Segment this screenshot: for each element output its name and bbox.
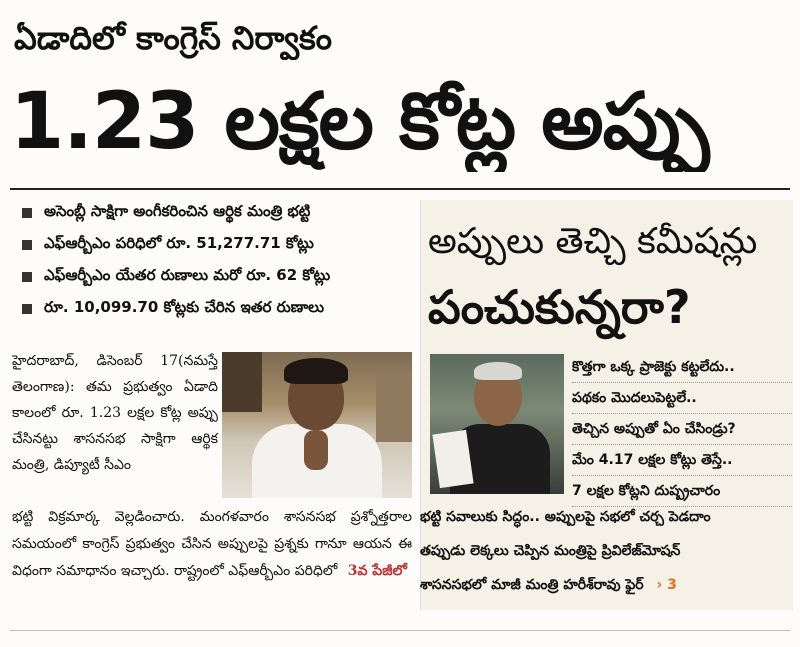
panel-bottom-line: తప్పుడు లెక్కలు చెప్పిన మంత్రిపై ప్రివిలేజ్‌మోషన్ xyxy=(420,543,681,559)
quote-line: తెచ్చిన అప్పుతో ఏం చేసిండ్రు? xyxy=(572,414,792,445)
speaker-photo xyxy=(430,354,564,494)
article-wide-body: భట్టి విక్రమార్క వెల్లడించారు. మంగళవారం శాసనసభ ప్రశ్నోత్తరాల సమయంలో కాంగ్రెస్ ప్రభుత్వం చేసిన అప్పులపై ప్రశ్నకు గానూ ఆయన ఈ విధంగా సమాధానం ఇచ్చారు. రాష్ట్రంలో ఎఫ్ఆర్బీఎం పరిధిలో xyxy=(12,509,412,579)
quote-line: కొత్తగా ఒక్క ప్రాజెక్టు కట్టలేదు.. xyxy=(572,352,792,383)
main-headline: 1.23 లక్షల కోట్ల అప్పు xyxy=(10,77,709,167)
panel-headline-line1: అప్పులు తెచ్చి కమీషన్లు xyxy=(428,221,758,262)
panel-bottom-lines xyxy=(420,500,792,602)
kicker-headline: ఏడాదిలో కాంగ్రెస్ నిర్వాకం xyxy=(14,19,332,57)
bullet-text: ఎఫ్ఆర్బీఎం పరిధిలో రూ. 51,277.71 కోట్లు xyxy=(44,234,314,252)
article-column-text: హైదరాబాద్, డిసెంబర్ 17(నమస్తే తెలంగాణ): తమ ప్రభుత్వం ఏడాది కాలంలో రూ. 1.23 లక్షల కోట్ల అప్పు చేసినట్టు శాసనసభ సాక్షిగా ఆర్థిక మంత్రి, డిప్యూటీ సీఎం xyxy=(12,353,218,473)
minister-photo xyxy=(222,352,412,498)
panel-bottom-line xyxy=(420,568,792,602)
quote-line: 7 లక్షల కోట్లని దుష్ప్రచారం xyxy=(572,476,792,507)
panel-bottom-text: శాసనసభలో మాజీ మంత్రి హరీశ్‌రావు ఫైర్ xyxy=(420,577,644,593)
divider-top xyxy=(10,188,790,190)
bullet-text: అసెంబ్లీ సాక్షిగా అంగీకరించిన ఆర్థిక మంత్రి భట్టి xyxy=(44,202,311,220)
bullet-item xyxy=(10,262,410,292)
bullet-item xyxy=(10,198,410,228)
page-ref-link[interactable]: › 3 xyxy=(656,577,677,593)
continued-link[interactable]: 3వ పేజీలో xyxy=(347,563,407,579)
quote-line: పథకం మొదలుపెట్టలే.. xyxy=(572,383,792,414)
panel-bottom-line: భట్టి సవాలుకు సిద్ధం.. అప్పులపై సభలో చర్చ పెడదాం xyxy=(420,509,711,525)
bullet-square-icon xyxy=(22,272,32,282)
bullet-square-icon xyxy=(22,304,32,314)
bullet-square-icon xyxy=(22,240,32,250)
bullet-list xyxy=(10,198,410,326)
quote-line: మేం 4.17 లక్షల కోట్లు తెస్తే.. xyxy=(572,445,792,476)
article-wide-text xyxy=(12,504,412,610)
bullet-item xyxy=(10,294,410,324)
bullet-square-icon xyxy=(22,208,32,218)
bullet-text: ఎఫ్ఆర్బీఎం యేతర రుణాలు మరో రూ. 62 కోట్లు xyxy=(44,266,331,284)
bullet-text: రూ. 10,099.70 కోట్లకు చేరిన ఇతర రుణాలు xyxy=(44,298,325,316)
bullet-item xyxy=(10,230,410,260)
panel-headline-line2: పంచుకున్నరా? xyxy=(428,280,691,334)
divider-bottom xyxy=(10,630,790,631)
quote-list xyxy=(572,352,792,507)
